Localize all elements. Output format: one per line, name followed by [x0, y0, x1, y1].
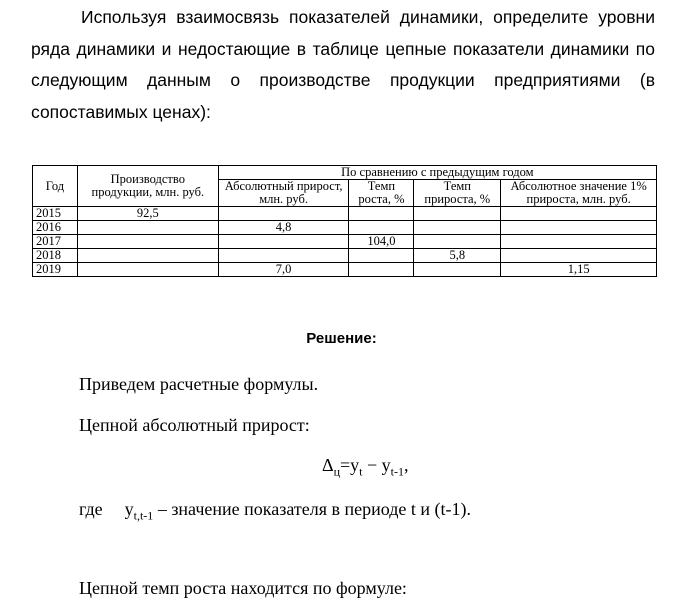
- formula-delta-sub: ц: [333, 464, 340, 479]
- cell-year: 2018: [33, 249, 78, 263]
- where-text: – значение показателя в периоде t и (t-1).: [153, 499, 471, 519]
- cell-growth-rate: [349, 207, 414, 221]
- header-growth-rate: Темп роста, %: [349, 180, 414, 207]
- formula-delta: Δ: [322, 455, 334, 475]
- cell-abs-growth: [218, 207, 349, 221]
- cell-production: [77, 263, 218, 277]
- cell-year: 2015: [33, 207, 78, 221]
- task-line: сопоставимых ценах):: [31, 101, 211, 122]
- cell-abs-value-1pct: [501, 235, 657, 249]
- cell-increase-rate: [414, 207, 501, 221]
- cell-production: [77, 221, 218, 235]
- cell-abs-growth: 4,8: [218, 221, 349, 235]
- cell-growth-rate: 104,0: [349, 235, 414, 249]
- cell-increase-rate: [414, 235, 501, 249]
- cell-year: 2016: [33, 221, 78, 235]
- cell-year: 2019: [33, 263, 78, 277]
- dynamics-table: [32, 165, 657, 277]
- abs-growth-formula: [322, 455, 409, 480]
- table-row: [33, 221, 657, 235]
- cell-abs-value-1pct: [501, 249, 657, 263]
- header-production: Производство продукции, млн. руб.: [77, 166, 218, 207]
- cell-abs-growth: [218, 235, 349, 249]
- paragraph-abs-growth: Цепной абсолютный прирост:: [79, 415, 310, 435]
- cell-growth-rate: [349, 221, 414, 235]
- cell-year: 2017: [33, 235, 78, 249]
- cell-abs-growth: [218, 249, 349, 263]
- cell-abs-value-1pct: [501, 221, 657, 235]
- header-group: По сравнению с предыдущим годом: [218, 166, 656, 180]
- cell-production: 92,5: [77, 207, 218, 221]
- cell-abs-growth: 7,0: [218, 263, 349, 277]
- task-line: Используя взаимосвязь показателей динамики, определите уровни: [81, 7, 655, 27]
- cell-growth-rate: [349, 263, 414, 277]
- task-line: следующим данным о производстве продукции предприятиями (в: [31, 70, 655, 90]
- where-y: y: [124, 499, 134, 519]
- table-row: [33, 263, 657, 277]
- cell-abs-value-1pct: [501, 207, 657, 221]
- paragraph-growth-rate: Цепной темп роста находится по формуле:: [79, 578, 407, 598]
- where-word: где: [79, 499, 103, 519]
- table-row: [33, 235, 657, 249]
- cell-production: [77, 249, 218, 263]
- paragraph-formulas: Приведем расчетные формулы.: [79, 374, 319, 394]
- formula-minus: − y: [362, 455, 391, 475]
- formula-tail: ,: [404, 455, 409, 475]
- table-row: [33, 249, 657, 263]
- cell-increase-rate: 5,8: [414, 249, 501, 263]
- formula-eq: =y: [340, 455, 360, 475]
- table-row: [33, 207, 657, 221]
- cell-abs-value-1pct: 1,15: [501, 263, 657, 277]
- paragraph-where: [79, 499, 471, 524]
- header-year: Год: [33, 166, 78, 207]
- cell-growth-rate: [349, 249, 414, 263]
- cell-increase-rate: [414, 263, 501, 277]
- header-increase-rate: Темп прироста, %: [414, 180, 501, 207]
- task-text: [31, 2, 655, 128]
- cell-production: [77, 235, 218, 249]
- formula-sub-t: t: [359, 464, 363, 479]
- solution-heading: Решение:: [306, 330, 377, 347]
- header-abs-value-1pct: Абсолютное значение 1% прироста, млн. руб.: [501, 180, 657, 207]
- cell-increase-rate: [414, 221, 501, 235]
- header-abs-growth: Абсолютный прирост, млн. руб.: [218, 180, 349, 207]
- formula-sub-t1: t-1: [390, 464, 404, 479]
- where-sub: t,t-1: [133, 508, 154, 523]
- task-line: ряда динамики и недостающие в таблице цепные показатели динамики по: [31, 38, 655, 59]
